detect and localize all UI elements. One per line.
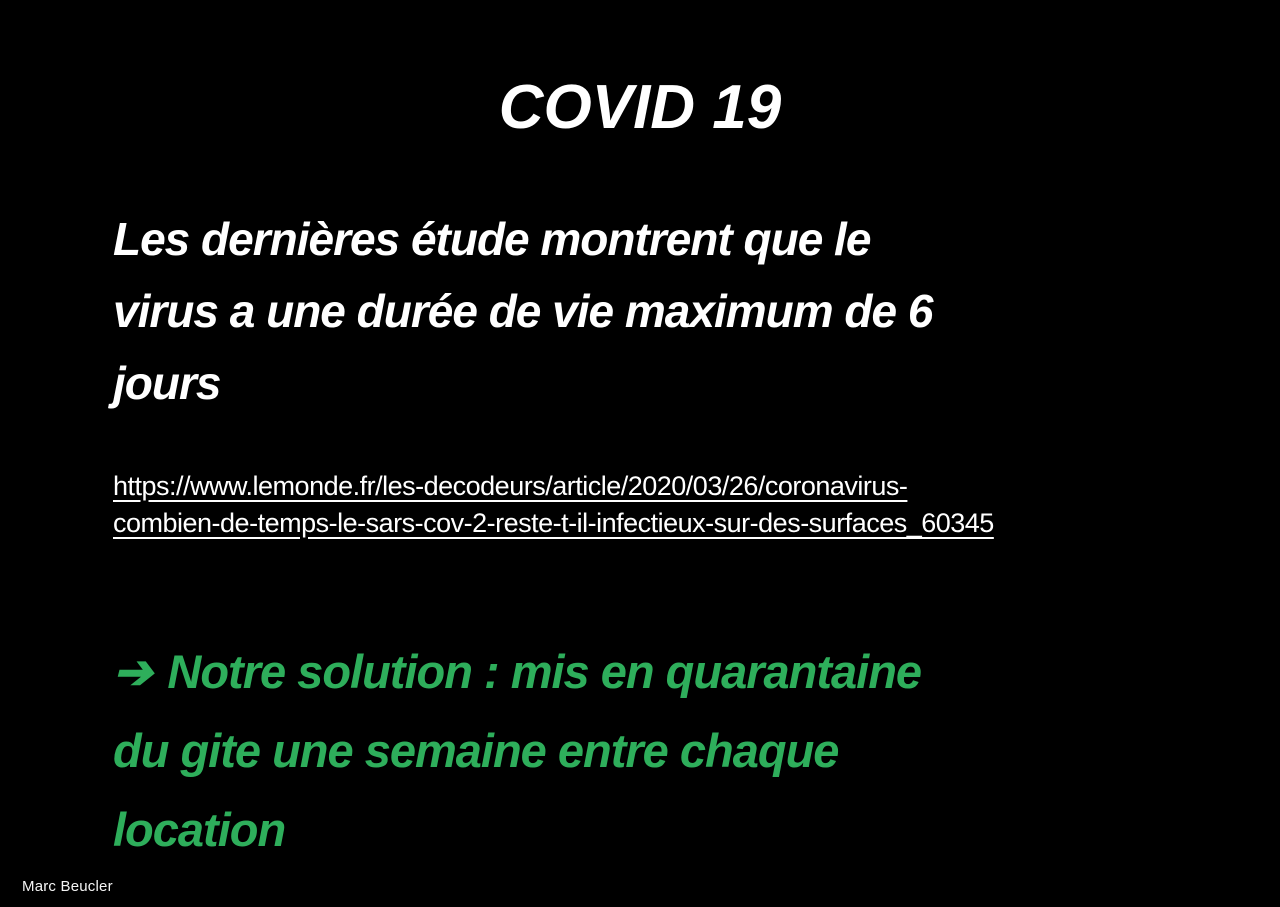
article-hyperlink-line[interactable]: https://www.lemonde.fr/les-decodeurs/article/2020/03/26/coronavirus- <box>113 471 908 501</box>
solution-line: location <box>113 803 286 856</box>
solution-line: du gite une semaine entre chaque <box>113 724 839 777</box>
study-paragraph-line: virus a une durée de vie maximum de 6 <box>113 285 933 337</box>
article-hyperlink-line[interactable]: combien-de-temps-le-sars-cov-2-reste-t-il-infectieux-sur-des-surfaces_60345 <box>113 508 994 538</box>
article-hyperlink[interactable] <box>113 468 1200 542</box>
study-paragraph <box>113 203 1230 419</box>
slide-title: COVID 19 <box>498 73 782 142</box>
solution-text: Notre solution : mis en quarantaine <box>167 645 922 698</box>
author-credit: Marc Beucler <box>22 878 113 895</box>
study-paragraph-line: Les dernières étude montrent que le <box>113 213 871 265</box>
solution-block <box>113 632 1240 869</box>
solution-line <box>113 632 1240 711</box>
arrow-right-icon: ➔ <box>113 645 152 698</box>
study-paragraph-line: jours <box>113 357 221 409</box>
